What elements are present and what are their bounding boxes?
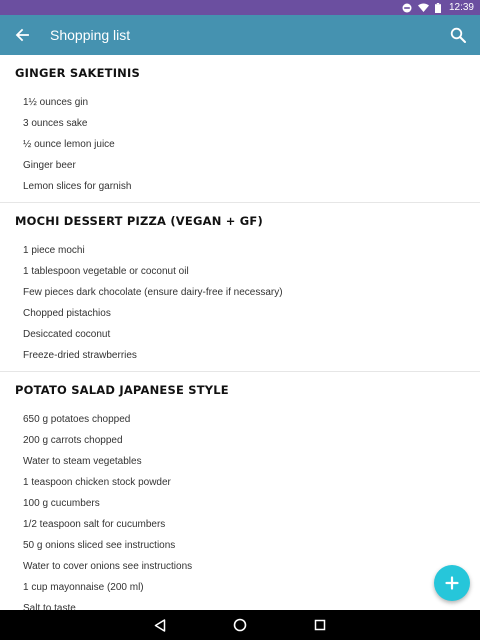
ingredient-item[interactable]: 3 ounces sake — [23, 118, 88, 129]
recipe-section — [0, 203, 480, 372]
ingredient-item[interactable]: ½ ounce lemon juice — [23, 139, 115, 150]
ingredient-item[interactable]: 1½ ounces gin — [23, 97, 89, 108]
ingredient-item[interactable]: 100 g cucumbers — [23, 498, 100, 509]
system-nav-bar — [0, 610, 480, 640]
ingredient-item[interactable]: 1/2 teaspoon salt for cucumbers — [23, 519, 166, 530]
nav-home-button[interactable] — [230, 615, 250, 635]
recipe-title[interactable]: MOCHI DESSERT PIZZA (VEGAN + GF) — [15, 214, 263, 228]
ingredient-item[interactable]: 1 cup mayonnaise (200 ml) — [23, 582, 144, 593]
add-item-button[interactable] — [434, 565, 470, 601]
ingredient-item[interactable]: 650 g potatoes chopped — [23, 414, 131, 425]
page-title: Shopping list — [50, 27, 131, 43]
recipe-section — [0, 55, 480, 203]
do-not-disturb-icon — [402, 3, 412, 13]
ingredient-item[interactable]: Chopped pistachios — [23, 308, 111, 319]
battery-icon — [435, 3, 441, 13]
back-triangle-icon — [154, 619, 166, 632]
ingredient-item[interactable]: 1 tablespoon vegetable or coconut oil — [23, 266, 189, 277]
ingredient-item[interactable]: 1 piece mochi — [23, 245, 85, 256]
search-icon — [450, 27, 466, 43]
recipe-title[interactable]: POTATO SALAD JAPANESE STYLE — [15, 383, 229, 397]
recents-square-icon — [314, 619, 326, 631]
recipe-title[interactable]: GINGER SAKETINIS — [15, 66, 140, 80]
ingredient-item[interactable]: Salt to taste — [23, 603, 76, 610]
nav-back-button[interactable] — [150, 615, 170, 635]
ingredient-item[interactable]: 50 g onions sliced see instructions — [23, 540, 176, 551]
search-button[interactable] — [436, 15, 480, 55]
ingredient-item[interactable]: Freeze-dried strawberries — [23, 350, 137, 361]
shopping-list[interactable] — [0, 55, 480, 610]
ingredient-item[interactable]: Desiccated coconut — [23, 329, 111, 340]
ingredient-item[interactable]: 200 g carrots chopped — [23, 435, 123, 446]
app-bar — [0, 15, 480, 55]
nav-recents-button[interactable] — [310, 615, 330, 635]
back-button[interactable] — [0, 15, 44, 55]
ingredient-item[interactable]: Ginger beer — [23, 160, 76, 171]
status-time: 12:39 — [448, 2, 474, 13]
home-circle-icon — [233, 618, 247, 632]
recipe-section — [0, 372, 480, 610]
wifi-icon — [418, 3, 429, 12]
plus-icon — [445, 576, 459, 590]
ingredient-item[interactable]: Lemon slices for garnish — [23, 181, 132, 192]
ingredient-item[interactable]: Water to cover onions see instructions — [23, 561, 193, 572]
back-arrow-icon — [15, 28, 29, 42]
ingredient-item[interactable]: Water to steam vegetables — [23, 456, 142, 467]
ingredient-item[interactable]: Few pieces dark chocolate (ensure dairy-free if necessary) — [23, 287, 283, 298]
ingredient-item[interactable]: 1 teaspoon chicken stock powder — [23, 477, 171, 488]
status-bar — [0, 0, 480, 15]
